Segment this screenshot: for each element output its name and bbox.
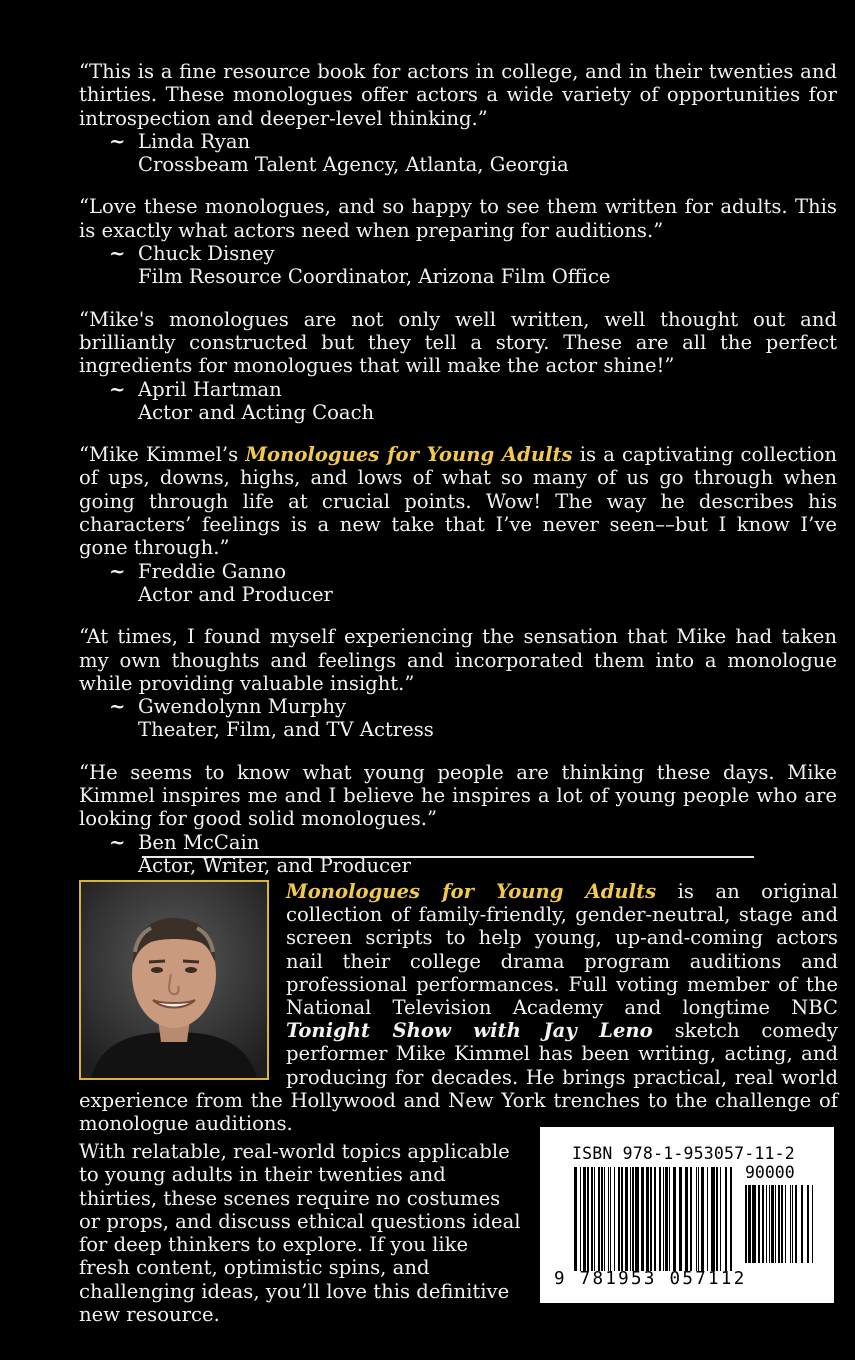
barcode-bar xyxy=(598,1167,600,1271)
quote-author-role: Film Resource Coordinator, Arizona Film Office xyxy=(138,265,611,289)
section-divider xyxy=(142,856,754,858)
testimonial xyxy=(79,195,837,288)
testimonial xyxy=(79,625,837,741)
barcode-bar xyxy=(745,1185,747,1263)
barcode-bar xyxy=(679,1167,682,1271)
barcode-bar xyxy=(762,1185,764,1263)
barcode-bar xyxy=(792,1185,793,1263)
barcode-bar xyxy=(685,1167,688,1271)
ean-barcode-bars xyxy=(574,1167,734,1279)
quote-text: “At times, I found myself experiencing the sensation that Mike had taken my own thoughts and feelings and incorporated them into a monologue while providing valuable insight.” xyxy=(79,625,837,695)
tilde-mark: ~ xyxy=(109,377,126,401)
barcode-bar xyxy=(587,1167,589,1271)
testimonial xyxy=(79,443,837,606)
attribution xyxy=(79,242,837,289)
attribution xyxy=(79,695,837,742)
book-title: Monologues for Young Adults xyxy=(245,443,573,467)
barcode-bar xyxy=(711,1167,715,1271)
barcode-bar xyxy=(769,1185,770,1263)
quote-author-role: Actor, Writer, and Producer xyxy=(138,853,412,877)
attribution xyxy=(79,831,837,878)
quote-text xyxy=(79,443,837,559)
barcode-bar xyxy=(766,1185,767,1263)
quote-text: “He seems to know what young people are thinking these days. Mike Kimmel inspires me and I believe he inspires a lot of young people who are looking for good solid monologues.” xyxy=(79,760,837,831)
testimonial xyxy=(79,60,837,176)
tilde-mark: ~ xyxy=(109,695,126,719)
barcode-bar xyxy=(690,1167,692,1271)
barcode-bar xyxy=(781,1185,783,1263)
barcode-bar xyxy=(574,1167,577,1271)
barcode-bar xyxy=(752,1185,756,1263)
price-code: 90000 xyxy=(745,1163,795,1182)
barcode-bar xyxy=(775,1185,776,1263)
quote-text-start: “Mike Kimmel’s xyxy=(79,443,246,467)
attribution xyxy=(79,378,837,425)
barcode-bar xyxy=(696,1167,697,1271)
bio-text-part2: sketch comedy performer Mike Kimmel has been writing, acting, and producing for decades. He brings practical, real world experience from the Hollywood and New York trenches to the challenge of monologue auditions. xyxy=(79,1019,838,1136)
barcode-bar xyxy=(663,1167,664,1271)
barcode-bar xyxy=(716,1167,718,1271)
quote-author: Gwendolynn Murphy xyxy=(138,695,347,719)
ean-digits: 9 781953 057112 xyxy=(554,1269,747,1289)
quote-author: Linda Ryan xyxy=(138,129,251,153)
addon-barcode-bars xyxy=(745,1185,813,1265)
barcode-bar xyxy=(665,1167,668,1271)
barcode-bar xyxy=(698,1167,699,1271)
quote-author-role: Theater, Film, and TV Actress xyxy=(138,718,434,742)
quote-author: Freddie Ganno xyxy=(138,559,287,583)
bio-book-title: Monologues for Young Adults xyxy=(286,880,657,903)
quote-text: “Mike's monologues are not only well written, well thought out and brilliantly constructed but they tell a story. These are all the perfect ingredients for monologues that will make the actor shine!” xyxy=(79,307,837,378)
testimonial xyxy=(79,308,837,424)
barcode-bar xyxy=(725,1167,727,1271)
barcode-bar xyxy=(630,1167,631,1271)
attribution xyxy=(79,560,837,607)
barcode-bar xyxy=(748,1185,751,1263)
isbn-barcode xyxy=(540,1127,834,1303)
barcode-bar xyxy=(778,1185,780,1263)
barcode-bar xyxy=(790,1185,791,1263)
barcode-bar xyxy=(641,1167,644,1271)
barcode-bar xyxy=(635,1167,639,1271)
barcode-bar xyxy=(610,1167,611,1271)
barcode-bar xyxy=(801,1185,803,1263)
barcode-bar xyxy=(807,1185,809,1263)
testimonials xyxy=(79,60,837,896)
barcode-bar xyxy=(701,1167,704,1271)
quote-text: “Love these monologues, and so happy to see them written for adults. This is exactly what actors need when preparing for auditions.” xyxy=(79,195,837,242)
barcode-bar xyxy=(601,1167,603,1271)
testimonial xyxy=(79,761,837,877)
barcode-bar xyxy=(591,1167,593,1271)
tilde-mark: ~ xyxy=(109,830,126,854)
barcode-bar xyxy=(604,1167,605,1271)
barcode-bar xyxy=(673,1167,676,1271)
barcode-bar xyxy=(795,1185,797,1263)
quote-author: Ben McCain xyxy=(138,830,260,854)
barcode-bar xyxy=(758,1185,760,1263)
quote-author-role: Actor and Producer xyxy=(138,582,333,606)
closing-paragraph: With relatable, real-world topics applicable to young adults in their twenties and thirties, these scenes require no costumes or props, and discuss ethical questions ideal for deep thinkers to explore. If you like fresh content, optimistic spins, and challenging ideas, you’ll love this definitive new resource. xyxy=(79,1140,521,1327)
quote-text-end: is a captivating collection of ups, downs, highs, and lows of what so many of us go through when going through life at crucial points. Wow! The way he describes his characters’ feelings is a new take that I’ve never seen––but I know I’ve gone through.” xyxy=(79,443,837,560)
barcode-bar xyxy=(621,1167,623,1271)
barcode-bar xyxy=(614,1167,615,1271)
barcode-bar xyxy=(580,1167,581,1271)
barcode-bar xyxy=(707,1167,708,1271)
tilde-mark: ~ xyxy=(109,129,126,153)
barcode-bar xyxy=(650,1167,652,1271)
barcode-bar xyxy=(632,1167,634,1271)
quote-author: Chuck Disney xyxy=(138,242,275,266)
author-portrait-icon xyxy=(81,882,267,1078)
barcode-bar xyxy=(654,1167,656,1271)
quote-author: April Hartman xyxy=(138,377,282,401)
barcode-bar xyxy=(812,1185,813,1263)
bio-text-part1: is an original collection of family-friendly, gender-neutral, stage and screen scripts to help young, up-and-coming actors nail their college drama program auditions and professional performances. Full voting member of the National Television Academy and longtime NBC xyxy=(286,880,838,1020)
bio-show-title: Tonight Show with Jay Leno xyxy=(286,1019,653,1043)
barcode-bar xyxy=(720,1167,721,1271)
barcode-bar xyxy=(785,1185,786,1263)
barcode-bar xyxy=(608,1167,609,1271)
barcode-bar xyxy=(583,1167,586,1271)
barcode-bar xyxy=(594,1167,595,1271)
author-photo xyxy=(79,880,269,1080)
author-bio xyxy=(79,880,838,1135)
attribution xyxy=(79,130,837,177)
barcode-bar xyxy=(730,1167,732,1271)
tilde-mark: ~ xyxy=(109,242,126,266)
barcode-bar xyxy=(625,1167,628,1271)
barcode-bar xyxy=(771,1185,774,1263)
tilde-mark: ~ xyxy=(109,559,126,583)
barcode-bar xyxy=(669,1167,670,1271)
barcode-bar xyxy=(646,1167,649,1271)
barcode-bar xyxy=(659,1167,661,1271)
barcode-bar xyxy=(618,1167,620,1271)
quote-author-role: Crossbeam Talent Agency, Atlanta, Georgia xyxy=(138,153,569,177)
quote-text: “This is a fine resource book for actors in college, and in their twenties and thirties. These monologues offer actors a wide variety of opportunities for introspection and deeper-level thinking.” xyxy=(79,60,837,130)
quote-author-role: Actor and Acting Coach xyxy=(138,400,375,424)
isbn-number: ISBN 978-1-953057-11-2 xyxy=(572,1144,795,1163)
